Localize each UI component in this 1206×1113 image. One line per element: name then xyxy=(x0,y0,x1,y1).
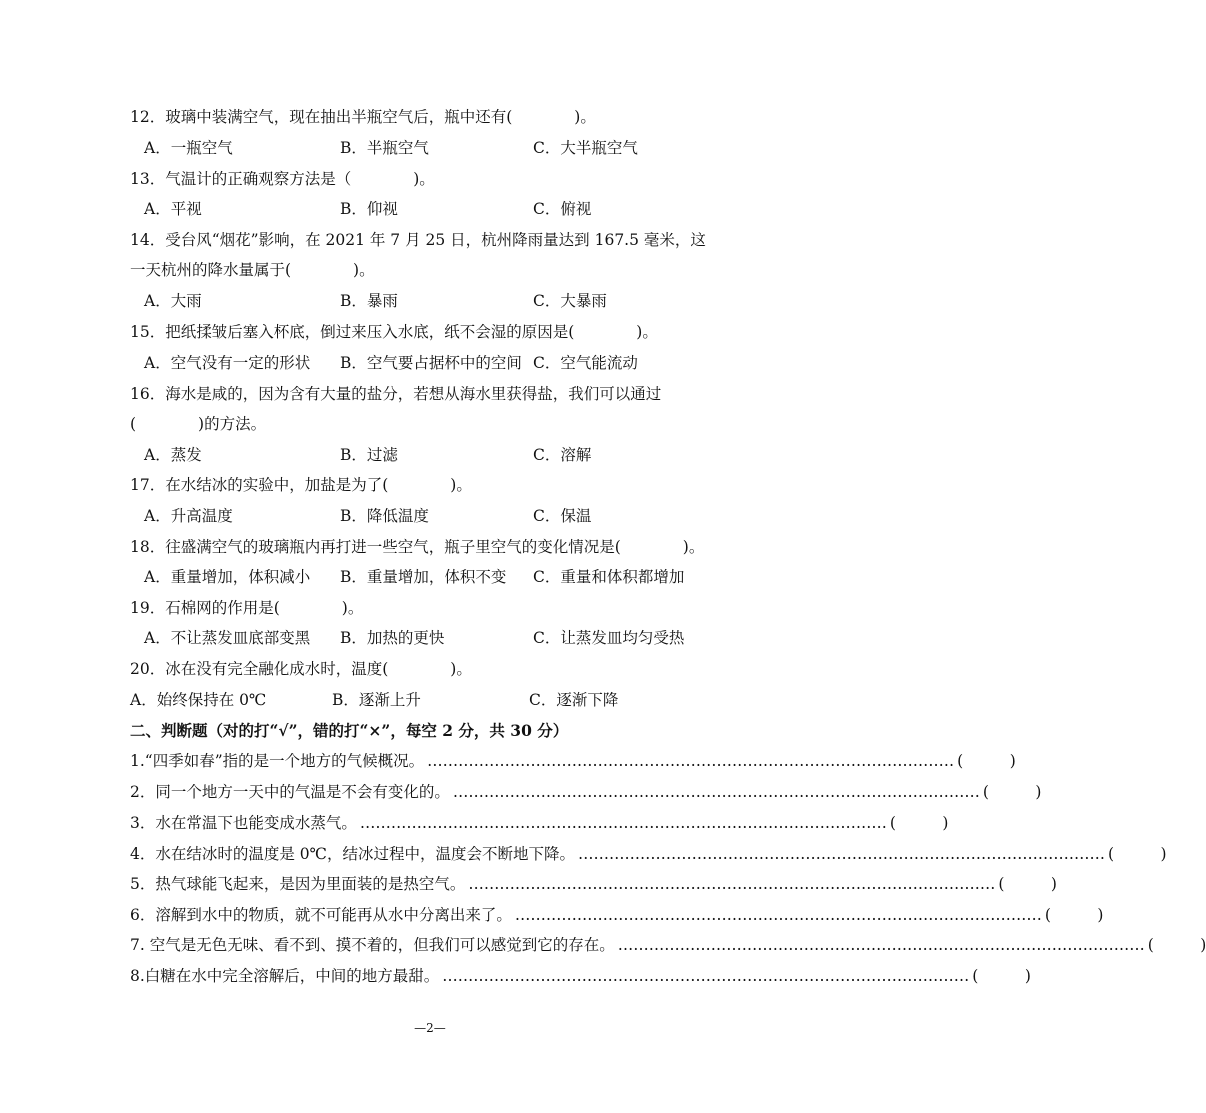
question-15-option-c: C．空气能流动 xyxy=(533,354,638,372)
judge-item-5 xyxy=(130,873,1057,895)
question-17-option-c: C．保温 xyxy=(533,507,592,525)
question-15-option-a: A．空气没有一定的形状 xyxy=(144,354,311,372)
judge-item-text: 8.白糖在水中完全溶解后，中间的地方最甜。 xyxy=(130,967,440,985)
judge-item-6 xyxy=(130,904,1104,926)
question-14-stem-continued: 一天杭州的降水量属于( )。 xyxy=(130,261,375,279)
question-12-option-c: C．大半瓶空气 xyxy=(533,139,638,157)
question-16-option-b: B．过滤 xyxy=(340,446,398,464)
judge-item-1 xyxy=(130,750,1016,772)
question-13-stem: 13．气温计的正确观察方法是（ )。 xyxy=(130,170,435,188)
judge-item-text: 6．溶解到水中的物质，就不可能再从水中分离出来了。 xyxy=(130,906,512,924)
answer-blank[interactable]: ( ) xyxy=(972,967,1031,985)
question-20-option-b: B．逐渐上升 xyxy=(332,691,421,709)
judge-item-3 xyxy=(130,812,949,834)
question-17-option-a: A．升高温度 xyxy=(144,507,233,525)
judge-item-text: 3．水在常温下也能变成水蒸气。 xyxy=(130,814,357,832)
answer-blank[interactable]: ( ) xyxy=(982,783,1042,801)
question-14-option-a: A．大雨 xyxy=(144,292,202,310)
question-19-option-b: B．加热的更快 xyxy=(340,629,445,647)
leader-dots: ………………………………………………………………………………………… xyxy=(578,845,1105,863)
question-19-option-c: C．让蒸发皿均匀受热 xyxy=(533,629,685,647)
judge-item-8 xyxy=(130,965,1031,987)
question-15-option-b: B．空气要占据杯中的空间 xyxy=(340,354,522,372)
question-18-stem: 18．往盛满空气的玻璃瓶内再打进一些空气，瓶子里空气的变化情况是( )。 xyxy=(130,538,705,556)
page-number: —2— xyxy=(414,1021,446,1035)
question-12-option-a: A．一瓶空气 xyxy=(144,139,233,157)
judge-item-text: 5．热气球能飞起来，是因为里面装的是热空气。 xyxy=(130,875,466,893)
judge-item-7 xyxy=(130,934,1206,956)
question-14-option-c: C．大暴雨 xyxy=(533,292,607,310)
question-20-stem: 20．冰在没有完全融化成水时，温度( )。 xyxy=(130,660,472,678)
question-17-stem: 17．在水结冰的实验中，加盐是为了( )。 xyxy=(130,476,472,494)
question-14-option-b: B．暴雨 xyxy=(340,292,398,310)
question-13-option-b: B．仰视 xyxy=(340,200,398,218)
question-18-option-a: A．重量增加，体积减小 xyxy=(144,568,311,586)
judge-item-2 xyxy=(130,781,1042,803)
question-15-stem: 15．把纸揉皱后塞入杯底，倒过来压入水底，纸不会湿的原因是( )。 xyxy=(130,323,658,341)
leader-dots: ………………………………………………………………………………………… xyxy=(452,783,980,801)
section-2-title: 二、判断题（对的打“√”，错的打“×”，每空 2 分，共 30 分） xyxy=(130,721,569,740)
judge-item-text: 1.“四季如春”指的是一个地方的气候概况。 xyxy=(130,752,425,770)
question-16-option-c: C．溶解 xyxy=(533,446,592,464)
judge-item-text: 4．水在结冰时的温度是 0℃，结冰过程中，温度会不断地下降。 xyxy=(130,845,575,863)
question-12-option-b: B．半瓶空气 xyxy=(340,139,429,157)
question-16-stem-continued: ( )的方法。 xyxy=(130,415,267,433)
question-17-option-b: B．降低温度 xyxy=(340,507,429,525)
question-14-stem: 14．受台风“烟花”影响，在 2021 年 7 月 25 日，杭州降雨量达到 167.5 毫米，这 xyxy=(130,231,706,249)
question-20-option-c: C．逐渐下降 xyxy=(529,691,619,709)
question-19-option-a: A．不让蒸发皿底部变黑 xyxy=(144,629,311,647)
judge-item-text: 2．同一个地方一天中的气温是不会有变化的。 xyxy=(130,783,450,801)
leader-dots: ………………………………………………………………………………………… xyxy=(468,875,996,893)
question-19-stem: 19．石棉网的作用是( )。 xyxy=(130,599,364,617)
question-12-stem: 12．玻璃中装满空气，现在抽出半瓶空气后，瓶中还有( )。 xyxy=(130,108,596,126)
leader-dots: ………………………………………………………………………………………… xyxy=(514,906,1042,924)
question-20-option-a: A．始终保持在 0℃ xyxy=(130,691,267,709)
question-16-option-a: A．蒸发 xyxy=(144,446,202,464)
leader-dots: ………………………………………………………………………………………… xyxy=(442,967,970,985)
answer-blank[interactable]: ( ) xyxy=(1108,845,1167,863)
answer-blank[interactable]: ( ) xyxy=(1147,936,1206,954)
answer-blank[interactable]: ( ) xyxy=(957,752,1016,770)
answer-blank[interactable]: ( ) xyxy=(1044,906,1104,924)
leader-dots: ………………………………………………………………………………………… xyxy=(617,936,1145,954)
question-13-option-c: C．俯视 xyxy=(533,200,592,218)
answer-blank[interactable]: ( ) xyxy=(998,875,1057,893)
question-16-stem: 16．海水是咸的，因为含有大量的盐分，若想从海水里获得盐，我们可以通过 xyxy=(130,385,662,403)
leader-dots: ………………………………………………………………………………………… xyxy=(427,752,955,770)
question-18-option-c: C．重量和体积都增加 xyxy=(533,568,685,586)
question-18-option-b: B．重量增加，体积不变 xyxy=(340,568,507,586)
judge-item-text: 7. 空气是无色无味、看不到、摸不着的，但我们可以感觉到它的存在。 xyxy=(130,936,615,954)
leader-dots: ………………………………………………………………………………………… xyxy=(359,814,887,832)
answer-blank[interactable]: ( ) xyxy=(889,814,949,832)
judge-item-4 xyxy=(130,843,1167,865)
question-13-option-a: A．平视 xyxy=(144,200,202,218)
